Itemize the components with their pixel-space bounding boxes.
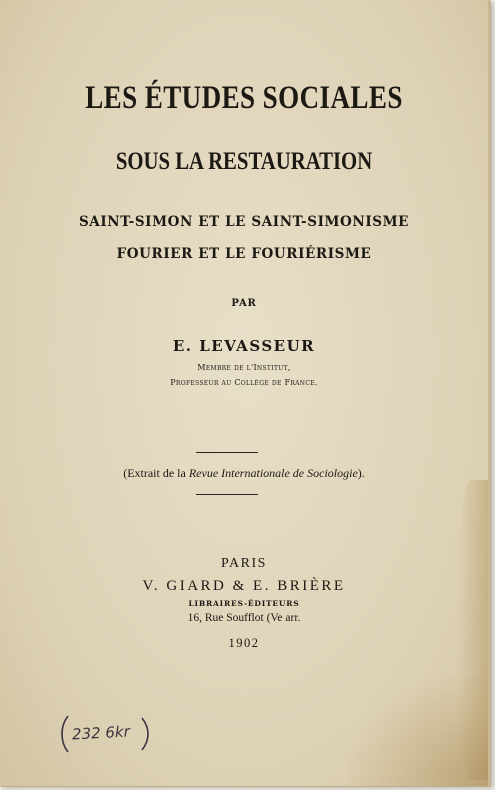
author-name: E. LEVASSEUR [172, 337, 316, 355]
extract-note [0, 466, 488, 481]
publication-year: 1902 [228, 636, 260, 650]
publisher-name: V. GIARD & E. BRIÈRE [142, 578, 346, 594]
title-line-1: LES ÉTUDES SOCIALES [85, 80, 403, 116]
publisher-role: LIBRAIRES-ÉDITEURS [188, 599, 300, 608]
corner-stain [348, 676, 488, 786]
divider-top [196, 452, 258, 453]
subtitle-line-2: FOURIER ET LE FOURIÉRISME [116, 246, 372, 262]
author-credential-2: Professeur au Collège de France. [170, 378, 318, 387]
author-credential-1: Membre de l'Institut, [197, 363, 291, 372]
handwritten-annotation [58, 712, 154, 756]
imprint-city: PARIS [221, 556, 267, 571]
journal-title: Revue Internationale de Sociologie [188, 466, 358, 480]
publisher-address: 16, Rue Soufflot (Ve arr. [187, 612, 301, 624]
handwritten-note: 232 6kr [71, 722, 131, 744]
extract-prefix: (Extrait de la [123, 466, 189, 480]
subtitle-line-1: SAINT-SIMON ET LE SAINT-SIMONISME [78, 214, 410, 230]
extract-suffix: ). [357, 466, 365, 480]
divider-bottom [196, 494, 258, 495]
title-line-2: SOUS LA RESTAURATION [115, 148, 373, 175]
by-label: PAR [231, 298, 257, 309]
